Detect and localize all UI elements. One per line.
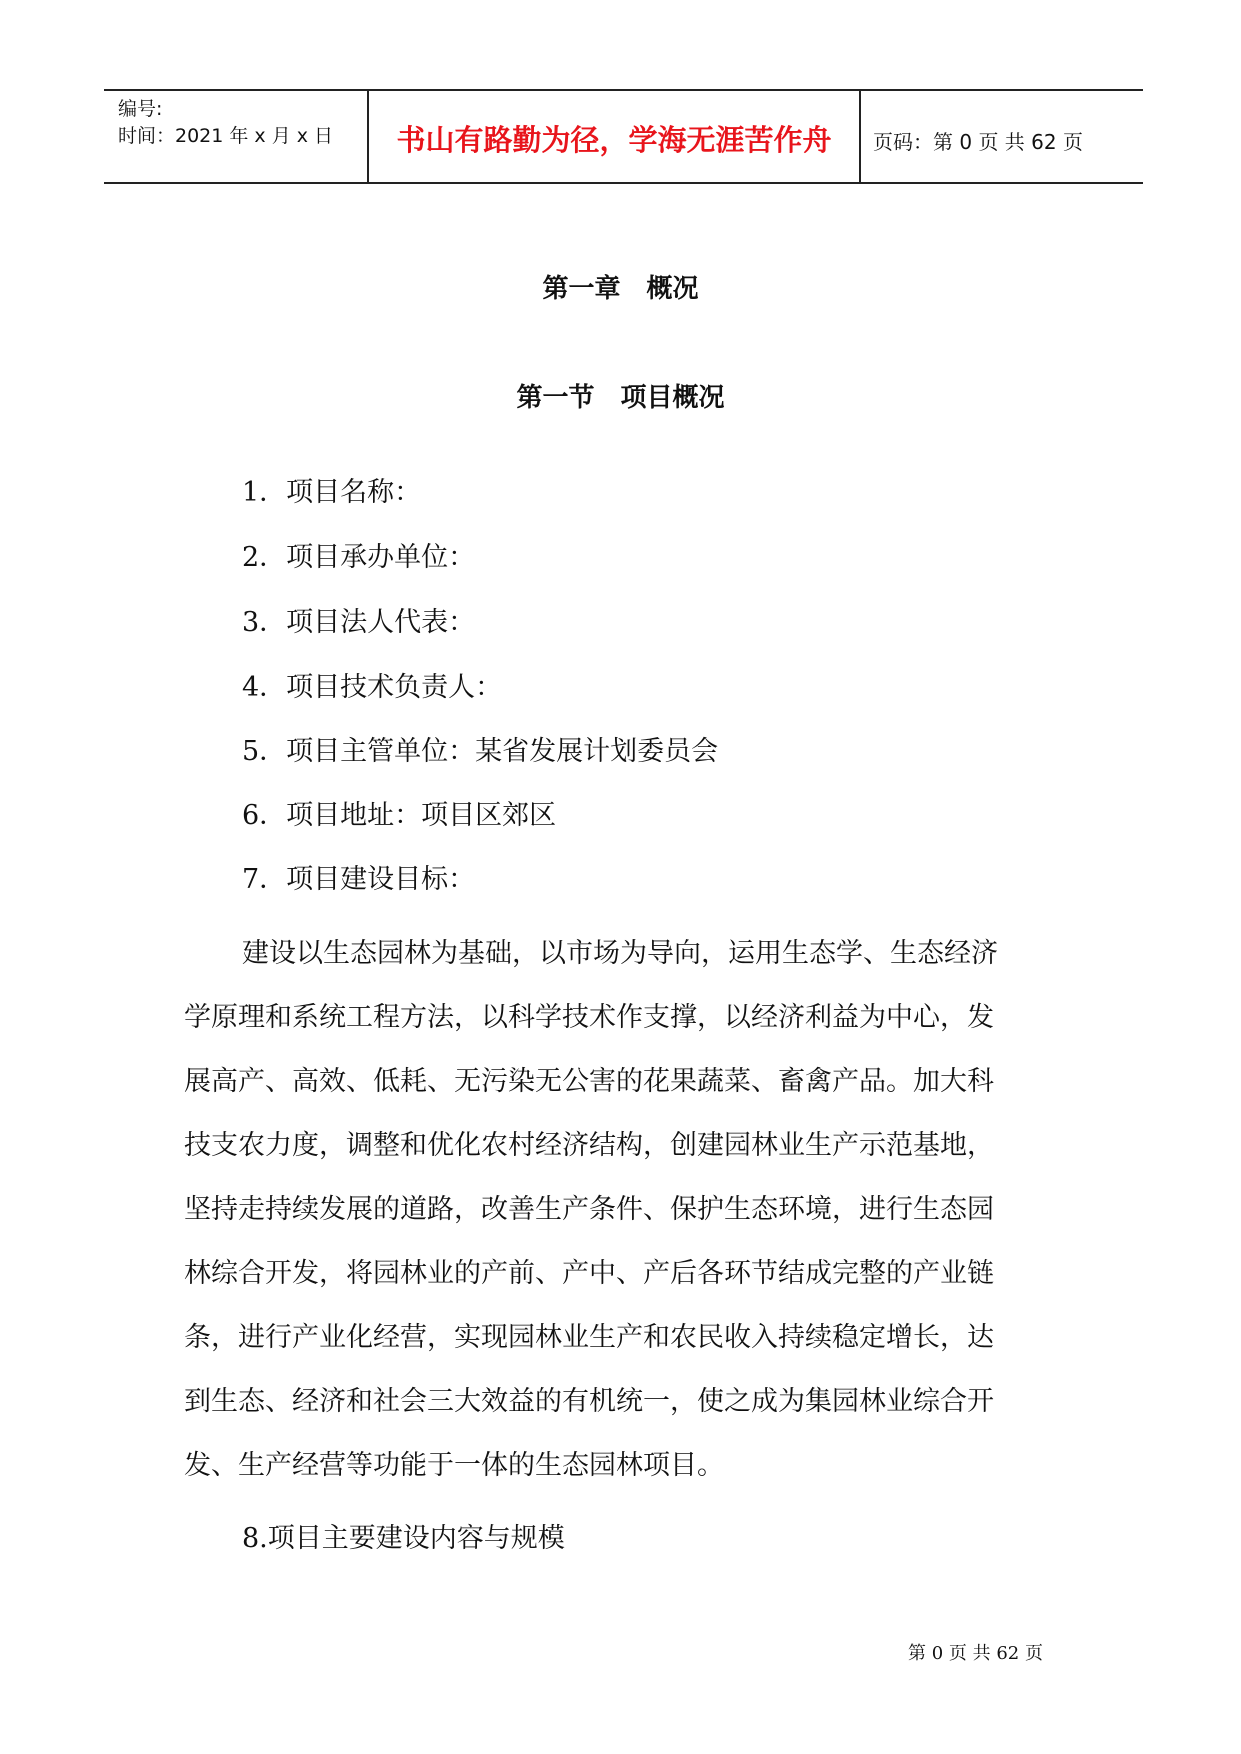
paragraph-line: 到生态、经济和社会三大效益的有机统一，使之成为集园林业综合开 xyxy=(184,1386,994,1417)
paragraph-line: 展高产、高效、低耗、无污染无公害的花果蔬菜、畜禽产品。加大科 xyxy=(184,1066,994,1097)
list-item: 7．项目建设目标： xyxy=(242,864,476,895)
header-page-info: 页码：第 0 页 共 62 页 xyxy=(873,130,1083,154)
header-divider-right xyxy=(859,90,861,184)
list-item: 8.项目主要建设内容与规模 xyxy=(242,1523,565,1554)
list-item: 4．项目技术负责人： xyxy=(242,672,503,703)
chapter-title: 第一章 概况 xyxy=(542,274,699,304)
section-title: 第一节 项目概况 xyxy=(516,383,725,413)
paragraph-line: 技支农力度，调整和优化农村经济结构，创建园林业生产示范基地， xyxy=(184,1130,994,1161)
list-item: 2．项目承办单位： xyxy=(242,542,476,573)
page-footer: 第 0 页 共 62 页 xyxy=(908,1643,1043,1664)
list-item: 6．项目地址：项目区郊区 xyxy=(242,800,557,831)
paragraph-line: 条，进行产业化经营，实现园林业生产和农民收入持续稳定增长，达 xyxy=(184,1322,994,1353)
paragraph-line: 坚持走持续发展的道路，改善生产条件、保护生态环境，进行生态园 xyxy=(184,1194,994,1225)
header-motto: 书山有路勤为径，学海无涯苦作舟 xyxy=(396,123,832,157)
body-paragraph xyxy=(184,922,1064,1498)
paragraph-line: 建设以生态园林为基础，以市场为导向，运用生态学、生态经济 xyxy=(242,938,998,969)
header-top-rule xyxy=(104,89,1143,91)
list-item: 1．项目名称： xyxy=(242,477,422,508)
header-divider-left xyxy=(367,90,369,184)
header-time-label: 时间：2021 年 x 月 x 日 xyxy=(118,125,334,147)
paragraph-line: 学原理和系统工程方法，以科学技术作支撑，以经济利益为中心，发 xyxy=(184,1002,994,1033)
list-item: 3．项目法人代表： xyxy=(242,607,476,638)
header-number-label: 编号: xyxy=(118,98,163,120)
list-item: 5．项目主管单位：某省发展计划委员会 xyxy=(242,736,719,767)
paragraph-line: 林综合开发，将园林业的产前、产中、产后各环节结成完整的产业链 xyxy=(184,1258,994,1289)
header-bottom-rule xyxy=(104,182,1143,184)
paragraph-line: 发、生产经营等功能于一体的生态园林项目。 xyxy=(184,1450,724,1481)
